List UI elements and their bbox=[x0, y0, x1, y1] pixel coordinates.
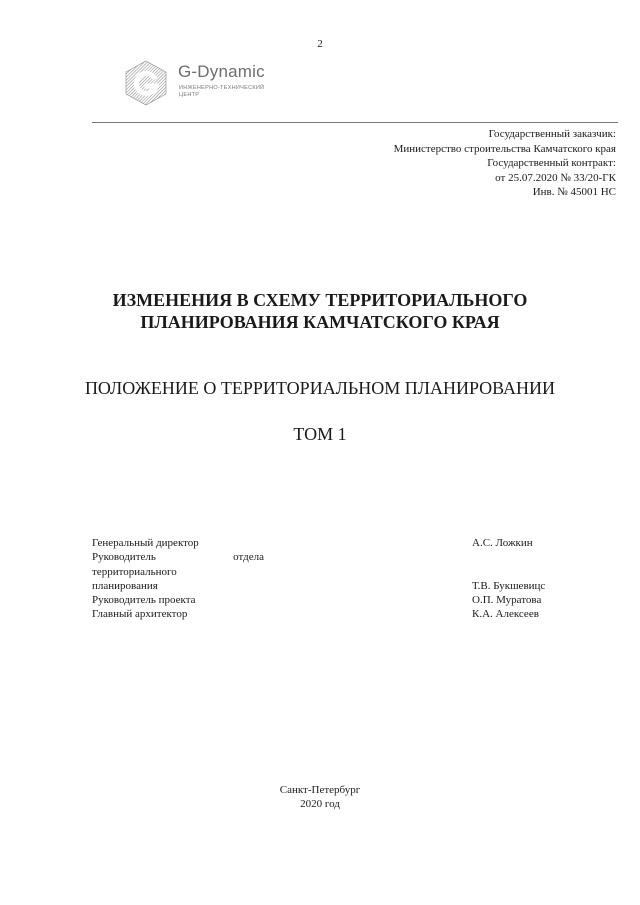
g-dynamic-logo-icon bbox=[120, 58, 172, 108]
volume-label: ТОМ 1 bbox=[293, 424, 347, 444]
signatory-row bbox=[92, 607, 592, 621]
footer-location bbox=[0, 783, 640, 811]
signatory-row bbox=[92, 536, 592, 550]
signatory-name: А.С. Ложкин bbox=[472, 537, 533, 549]
position-line: отдела bbox=[233, 551, 264, 564]
signatories-block bbox=[92, 536, 592, 622]
signatory-position bbox=[92, 536, 264, 550]
signatory-position bbox=[92, 593, 264, 607]
signatory-name: К.А. Алексеев bbox=[472, 608, 539, 621]
document-title-line1: ИЗМЕНЕНИЯ В СХЕМУ ТЕРРИТОРИАЛЬНОГО bbox=[112, 290, 528, 310]
position-line: территориального bbox=[92, 565, 177, 578]
position-line: Руководитель bbox=[92, 551, 156, 564]
document-title bbox=[0, 289, 640, 333]
signatory-row bbox=[92, 550, 592, 593]
footer-year: 2020 год bbox=[300, 798, 340, 810]
customer-name: Министерство строительства Камчатского края bbox=[393, 142, 616, 155]
logo-name: G-Dynamic bbox=[178, 62, 265, 81]
signatory-name: О.П. Муратова bbox=[472, 594, 542, 607]
logo-subtitle bbox=[179, 85, 289, 98]
inventory-number: Инв. № 45001 НС bbox=[532, 186, 616, 198]
position-line: Главный архитектор bbox=[92, 608, 188, 621]
signatory-position bbox=[92, 550, 264, 593]
signatory-position bbox=[92, 607, 264, 621]
contract-label: Государственный контракт: bbox=[487, 157, 616, 169]
signatory-name: Т.В. Букшевицс bbox=[472, 579, 546, 592]
position-line-spread bbox=[92, 550, 264, 564]
position-line: Руководитель проекта bbox=[92, 594, 196, 607]
document-title-line2: ПЛАНИРОВАНИЯ КАМЧАТСКОГО КРАЯ bbox=[140, 312, 500, 332]
footer-city: Санкт-Петербург bbox=[279, 784, 361, 796]
logo-subtitle-line1: ИНЖЕНЕРНО-ТЕХНИЧЕСКИЙ bbox=[179, 85, 265, 91]
contract-number: от 25.07.2020 № 33/20-ГК bbox=[495, 171, 616, 184]
company-logo bbox=[120, 58, 320, 108]
header-rule bbox=[92, 122, 618, 123]
position-line: Генеральный директор bbox=[92, 537, 199, 549]
document-subtitle: ПОЛОЖЕНИЕ О ТЕРРИТОРИАЛЬНОМ ПЛАНИРОВАНИИ bbox=[84, 378, 556, 398]
signatory-row bbox=[92, 593, 592, 607]
page-number: 2 bbox=[317, 38, 323, 50]
customer-block bbox=[394, 127, 616, 200]
logo-subtitle-line2: ЦЕНТР bbox=[179, 91, 200, 98]
customer-label: Государственный заказчик: bbox=[488, 128, 616, 140]
position-line: планирования bbox=[92, 579, 158, 592]
